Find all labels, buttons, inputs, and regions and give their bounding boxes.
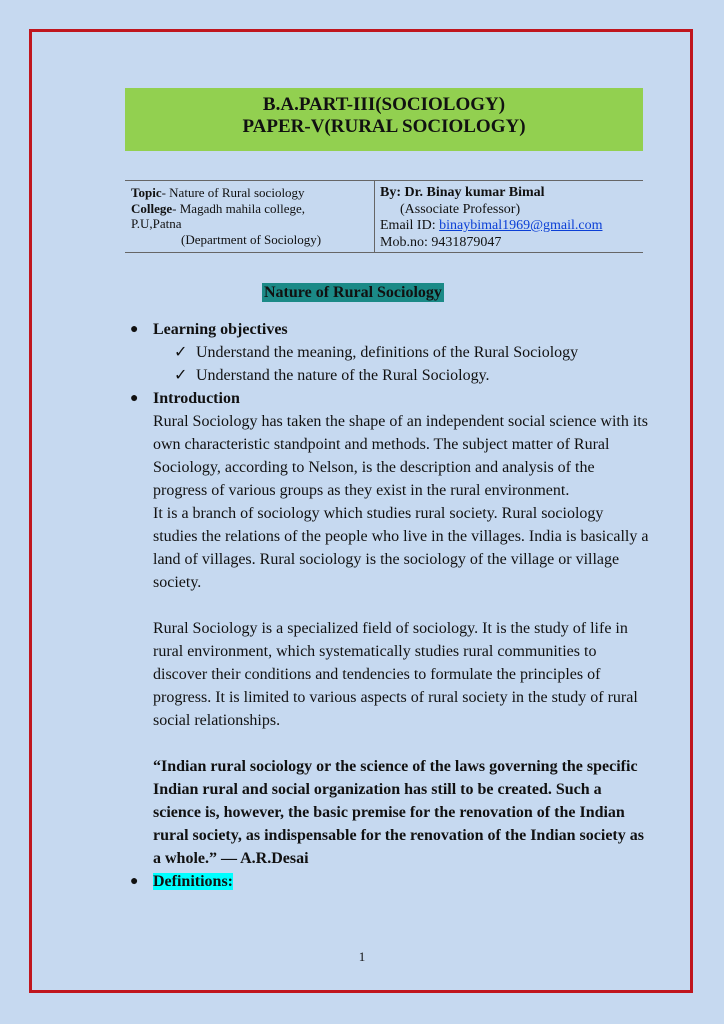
meta-table xyxy=(125,180,643,253)
college-line xyxy=(131,201,369,217)
main-content xyxy=(130,318,650,893)
department: (Department of Sociology) xyxy=(181,231,322,247)
title-line-1: B.A.PART-III(SOCIOLOGY) xyxy=(262,94,506,115)
meta-right-cell xyxy=(380,185,642,251)
topic-label: Topic xyxy=(131,185,162,200)
intro-paragraph-2: It is a branch of sociology which studies rural society. Rural sociology studies the relations of the people who live in the villages. India is basically a land of villages. Rural sociology is the sociology of the village or village society. xyxy=(153,505,649,591)
mobile: Mob.no: 9431879047 xyxy=(380,234,502,250)
bullet-dot-icon: ● xyxy=(130,874,139,889)
definitions-heading: Definitions: xyxy=(153,873,233,890)
topic-line xyxy=(131,185,369,201)
check-mark-icon: ✓ xyxy=(174,344,188,361)
topic-value: - Nature of Rural sociology xyxy=(161,185,305,200)
meta-divider xyxy=(374,181,375,252)
desai-quote: “Indian rural sociology or the science of the laws governing the specific Indian rural and social organization has still to be created. Such a science is, however, the basic premise for the renovation of the Indian rural society, as indispensable for the renovation of the Indian society as a whole.” — A.R.Desai xyxy=(153,758,644,867)
definitions-bullet xyxy=(130,870,650,893)
designation: (Associate Professor) xyxy=(400,201,521,217)
meta-left-cell xyxy=(131,185,369,247)
email-label: Email ID: xyxy=(380,218,440,233)
learning-objectives-heading: Learning objectives xyxy=(153,321,288,338)
intro-paragraph-1: Rural Sociology has taken the shape of an independent social science with its own characteristic standpoint and methods. The subject matter of Rural Sociology, according to Nelson, is the description and analysis of the progress of various groups as they exist in the rural environment. xyxy=(153,413,648,499)
objective-item xyxy=(130,364,650,387)
paragraph-gap xyxy=(130,732,650,755)
intro-paragraph-3: Rural Sociology is a specialized field of sociology. It is the study of life in rural environment, which systematically studies rural communities to discover their conditions and tendencies to formulate the principles of progress. It is limited to various aspects of rural society in the study of rural social relationships. xyxy=(153,620,638,729)
objective-item xyxy=(130,341,650,364)
college-value: - Magadh mahila college, xyxy=(172,200,305,216)
page-number: 1 xyxy=(358,949,366,964)
introduction-bullet xyxy=(130,387,650,410)
bullet-dot-icon: ● xyxy=(130,322,139,337)
section-title: Nature of Rural Sociology xyxy=(264,284,442,301)
college-label: College xyxy=(131,200,173,216)
email-line xyxy=(380,218,642,235)
introduction-heading: Introduction xyxy=(153,390,240,407)
title-line-2: PAPER-V(RURAL SOCIOLOGY) xyxy=(242,116,526,137)
college-location: P.U,Patna xyxy=(131,216,182,231)
check-mark-icon: ✓ xyxy=(174,367,188,384)
objective-text: Understand the nature of the Rural Sociology. xyxy=(196,367,490,384)
email-link[interactable]: binaybimal1969@gmail.com xyxy=(439,218,603,233)
bullet-dot-icon: ● xyxy=(130,391,139,406)
title-banner xyxy=(125,88,643,151)
objective-text: Understand the meaning, definitions of the Rural Sociology xyxy=(196,344,579,361)
learning-objectives-bullet xyxy=(130,318,650,341)
author: By: Dr. Binay kumar Bimal xyxy=(380,185,545,200)
paragraph-gap xyxy=(130,594,650,617)
